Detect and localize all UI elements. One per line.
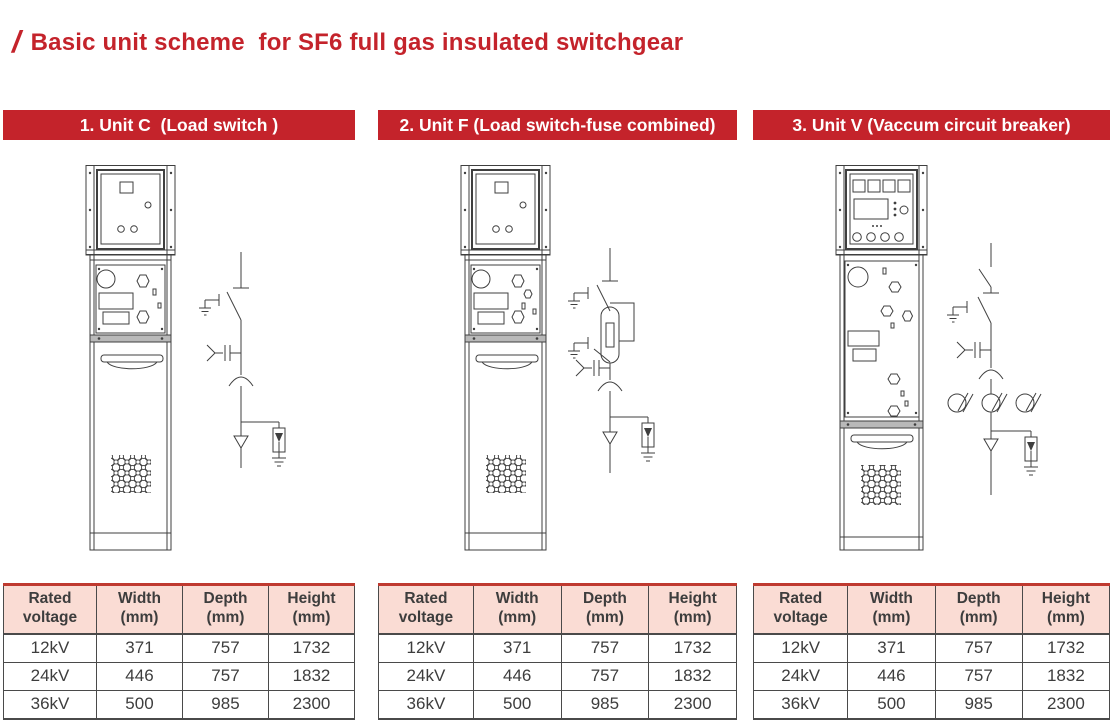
table-cell: 500 (473, 690, 561, 719)
table-header-cell: Height (mm) (649, 585, 737, 634)
switchgear-cabinet-relay-panel-icon (833, 165, 930, 555)
unit-v-dimension-table (753, 583, 1110, 720)
table-cell: 2300 (1022, 690, 1109, 719)
table-cell: 24kV (379, 662, 474, 690)
table-cell: 500 (848, 690, 935, 719)
table-cell: 12kV (4, 634, 97, 663)
table-cell: 1832 (1022, 662, 1109, 690)
table-header-cell: Rated voltage (379, 585, 474, 634)
table-header-cell: Height (mm) (268, 585, 354, 634)
table-cell: 36kV (781, 693, 821, 713)
table-cell: 985 (935, 690, 1022, 719)
table-cell: 757 (561, 662, 649, 690)
table-row (379, 634, 737, 663)
unit-v-figure (753, 140, 1110, 583)
table-header-cell: Width (mm) (473, 585, 561, 634)
table-row (379, 662, 737, 690)
table-cell: 446 (473, 662, 561, 690)
table-header-cell: Depth (mm) (935, 585, 1022, 634)
unit-c-figure (3, 140, 355, 583)
unit-f-dimension-table (378, 583, 737, 720)
table-cell: 371 (473, 634, 561, 663)
table-header-cell: Height (mm) (1022, 585, 1109, 634)
table-cell: 371 (848, 634, 935, 663)
table-cell: 12kV (754, 634, 848, 663)
switchgear-cabinet-icon (83, 165, 178, 555)
unit-c-dimension-table (3, 583, 355, 720)
unit-v-header: 3. Unit V (Vaccum circuit breaker) (753, 110, 1110, 140)
table-cell: 371 (97, 634, 183, 663)
table-row (4, 662, 355, 690)
table-cell: 757 (935, 662, 1022, 690)
table-cell: 985 (561, 690, 649, 719)
table-row (4, 634, 355, 663)
table-cell: 2300 (649, 690, 737, 719)
table-row (379, 690, 737, 719)
table-cell: 757 (561, 634, 649, 663)
load-switch-fuse-circuit-icon (550, 245, 665, 477)
unit-f-figure (378, 140, 737, 583)
table-row (754, 662, 1110, 690)
table-cell: 1732 (1022, 634, 1109, 663)
unit-columns (0, 110, 1120, 721)
switchgear-cabinet-icon (458, 165, 553, 555)
table-cell: 12kV (379, 634, 474, 663)
table-header-cell: Depth (mm) (182, 585, 268, 634)
table-cell: 757 (182, 662, 268, 690)
table-header-cell: Width (mm) (848, 585, 935, 634)
table-header-cell: Width (mm) (97, 585, 183, 634)
table-cell: 1832 (649, 662, 737, 690)
title-slash-icon: / (12, 24, 21, 59)
table-header-cell: Rated voltage (754, 585, 848, 634)
table-cell: 985 (182, 690, 268, 719)
table-row (754, 690, 1110, 719)
table-cell: 2300 (268, 690, 354, 719)
table-cell: 1832 (268, 662, 354, 690)
page-title: Basic unit scheme for SF6 full gas insulated switchgear (30, 29, 684, 56)
table-cell: 757 (182, 634, 268, 663)
unit-section-c (3, 110, 355, 720)
table-cell: 24kV (4, 662, 97, 690)
table-header-cell: Depth (mm) (561, 585, 649, 634)
table-cell: 1732 (268, 634, 354, 663)
table-cell: 446 (848, 662, 935, 690)
load-switch-circuit-icon (181, 250, 296, 472)
unit-section-v (753, 110, 1110, 720)
table-cell: 757 (935, 634, 1022, 663)
table-cell: 500 (97, 690, 183, 719)
table-header-cell: Rated voltage (4, 585, 97, 634)
unit-f-header: 2. Unit F (Load switch-fuse combined) (378, 110, 737, 140)
unit-c-header: 1. Unit C (Load switch ) (3, 110, 355, 140)
vacuum-breaker-circuit-icon (931, 243, 1056, 498)
table-cell: 1732 (649, 634, 737, 663)
table-row (4, 690, 355, 719)
table-cell: 36kV (406, 693, 446, 713)
page-title-row (12, 24, 683, 57)
table-cell: 446 (97, 662, 183, 690)
table-cell: 36kV (30, 693, 70, 713)
table-cell: 24kV (754, 662, 848, 690)
table-row (754, 634, 1110, 663)
unit-section-f (378, 110, 737, 720)
